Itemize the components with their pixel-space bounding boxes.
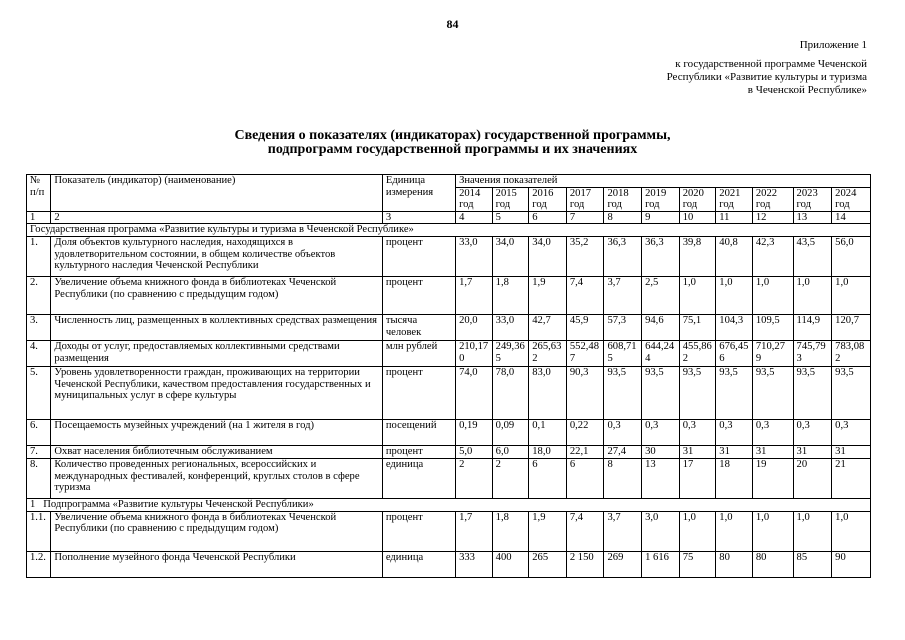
column-number: 1 [27, 211, 51, 224]
header-year: 2021 год [716, 187, 753, 211]
header-num: № п/п [27, 175, 51, 212]
value-cell: 0,3 [679, 419, 716, 445]
value-cell: 6 [566, 458, 604, 498]
table-row [27, 366, 871, 419]
header-year: 2018 год [604, 187, 642, 211]
value-cell: 94,6 [642, 314, 680, 340]
value-cell: 31 [679, 445, 716, 458]
value-cell: 75 [679, 551, 716, 577]
title-line: подпрограмм государственной программы и их значениях [267, 142, 638, 157]
value-cell: 1 616 [642, 551, 680, 577]
value-cell: 2 [456, 458, 493, 498]
value-cell: 1,0 [679, 276, 716, 314]
column-number: 5 [492, 211, 529, 224]
header-unit: Единица измерения [382, 175, 455, 212]
value-cell: 80 [752, 551, 793, 577]
value-cell: 93,5 [832, 366, 871, 419]
value-cell: 40,8 [716, 236, 753, 276]
header-indicator: Показатель (индикатор) (наименование) [51, 175, 382, 212]
value-cell: 85 [793, 551, 832, 577]
row-number: 1.2. [27, 551, 51, 577]
table-row [27, 445, 871, 458]
header-year: 2014 год [456, 187, 493, 211]
value-cell: 42,7 [529, 314, 567, 340]
indicator-name: Доходы от услуг, предоставляемых коллективными средствами размещения [51, 340, 382, 366]
table-row [27, 340, 871, 366]
value-cell: 1,0 [832, 511, 871, 551]
value-cell: 1,0 [832, 276, 871, 314]
indicator-name: Доля объектов культурного наследия, находящихся в удовлетворительном состоянии, в общем количестве объектов культурного наследия Чеченской Республики [51, 236, 382, 276]
page-number: 84 [446, 17, 459, 31]
value-cell: 2 150 [566, 551, 604, 577]
table-row [27, 419, 871, 445]
column-number: 8 [604, 211, 642, 224]
indicator-name: Численность лиц, размещенных в коллективных средствах размещения [51, 314, 382, 340]
value-cell: 78,0 [492, 366, 529, 419]
value-cell: 83,0 [529, 366, 567, 419]
value-cell: 1,0 [752, 276, 793, 314]
value-cell: 1,7 [456, 276, 493, 314]
value-cell: 1,8 [492, 276, 529, 314]
row-number: 1. [27, 236, 51, 276]
value-cell: 33,0 [456, 236, 493, 276]
value-cell: 13 [642, 458, 680, 498]
value-cell: 455,862 [679, 340, 716, 366]
value-cell: 3,0 [642, 511, 680, 551]
value-cell: 18 [716, 458, 753, 498]
table-row [27, 458, 871, 498]
header-values: Значения показателей [456, 175, 871, 188]
value-cell: 75,1 [679, 314, 716, 340]
row-number: 1.1. [27, 511, 51, 551]
value-cell: 22,1 [566, 445, 604, 458]
value-cell: 74,0 [456, 366, 493, 419]
value-cell: 90 [832, 551, 871, 577]
column-number: 4 [456, 211, 493, 224]
column-number: 7 [566, 211, 604, 224]
value-cell: 93,5 [716, 366, 753, 419]
value-cell: 552,487 [566, 340, 604, 366]
value-cell: 45,9 [566, 314, 604, 340]
value-cell: 5,0 [456, 445, 493, 458]
header-year: 2016 год [529, 187, 567, 211]
value-cell: 120,7 [832, 314, 871, 340]
value-cell: 1,0 [793, 511, 832, 551]
unit-cell: процент [382, 276, 455, 314]
column-number: 2 [51, 211, 382, 224]
value-cell: 400 [492, 551, 529, 577]
section-row-subprogram [27, 498, 871, 511]
column-number: 12 [752, 211, 793, 224]
unit-cell: тысяча человек [382, 314, 455, 340]
value-cell: 608,715 [604, 340, 642, 366]
column-number: 9 [642, 211, 680, 224]
value-cell: 0,3 [642, 419, 680, 445]
value-cell: 265,632 [529, 340, 567, 366]
value-cell: 93,5 [793, 366, 832, 419]
header-year: 2019 год [642, 187, 680, 211]
indicators-table [26, 174, 871, 578]
value-cell: 644,244 [642, 340, 680, 366]
appendix-line: в Чеченской Республике» [747, 84, 867, 96]
value-cell: 39,8 [679, 236, 716, 276]
value-cell: 265 [529, 551, 567, 577]
appendix-title: Приложение 1 [799, 39, 867, 51]
table-row [27, 276, 871, 314]
value-cell: 93,5 [642, 366, 680, 419]
value-cell: 1,8 [492, 511, 529, 551]
value-cell: 0,22 [566, 419, 604, 445]
value-cell: 2,5 [642, 276, 680, 314]
document-title [0, 129, 905, 157]
unit-cell: процент [382, 366, 455, 419]
value-cell: 7,4 [566, 511, 604, 551]
row-number: 2. [27, 276, 51, 314]
value-cell: 1,0 [793, 276, 832, 314]
value-cell: 0,1 [529, 419, 567, 445]
value-cell: 31 [832, 445, 871, 458]
table-row [27, 314, 871, 340]
value-cell: 783,082 [832, 340, 871, 366]
section-row-program [27, 224, 871, 237]
indicator-name: Увеличение объема книжного фонда в библиотеках Чеченской Республики (по сравнению с предыдущим годом) [51, 511, 382, 551]
value-cell: 34,0 [529, 236, 567, 276]
appendix-caption [667, 39, 867, 97]
value-cell: 1,0 [716, 511, 753, 551]
value-cell: 20,0 [456, 314, 493, 340]
appendix-line: к государственной программе Чеченской [675, 58, 867, 70]
header-year: 2024 год [832, 187, 871, 211]
row-number: 8. [27, 458, 51, 498]
value-cell: 35,2 [566, 236, 604, 276]
value-cell: 90,3 [566, 366, 604, 419]
indicator-name: Посещаемость музейных учреждений (на 1 жителя в год) [51, 419, 382, 445]
column-number: 14 [832, 211, 871, 224]
value-cell: 34,0 [492, 236, 529, 276]
row-number: 4. [27, 340, 51, 366]
value-cell: 31 [716, 445, 753, 458]
value-cell: 0,3 [832, 419, 871, 445]
value-cell: 0,09 [492, 419, 529, 445]
table-row [27, 236, 871, 276]
header-year: 2022 год [752, 187, 793, 211]
column-number: 10 [679, 211, 716, 224]
value-cell: 676,456 [716, 340, 753, 366]
value-cell: 93,5 [679, 366, 716, 419]
unit-cell: млн рублей [382, 340, 455, 366]
header-year: 2017 год [566, 187, 604, 211]
indicator-name: Охват населения библиотечным обслуживанием [51, 445, 382, 458]
indicator-name: Увеличение объема книжного фонда в библиотеках Чеченской Республики (по сравнению с предыдущим годом) [51, 276, 382, 314]
value-cell: 93,5 [752, 366, 793, 419]
value-cell: 36,3 [642, 236, 680, 276]
value-cell: 249,365 [492, 340, 529, 366]
value-cell: 17 [679, 458, 716, 498]
value-cell: 1,7 [456, 511, 493, 551]
column-number: 6 [529, 211, 567, 224]
value-cell: 0,3 [716, 419, 753, 445]
row-number: 3. [27, 314, 51, 340]
value-cell: 0,3 [793, 419, 832, 445]
value-cell: 2 [492, 458, 529, 498]
value-cell: 0,19 [456, 419, 493, 445]
value-cell: 6,0 [492, 445, 529, 458]
value-cell: 30 [642, 445, 680, 458]
value-cell: 19 [752, 458, 793, 498]
unit-cell: единица [382, 551, 455, 577]
value-cell: 6 [529, 458, 567, 498]
value-cell: 3,7 [604, 276, 642, 314]
value-cell: 3,7 [604, 511, 642, 551]
value-cell: 43,5 [793, 236, 832, 276]
column-number: 11 [716, 211, 753, 224]
section-title: 1 Подпрограмма «Развитие культуры Чеченской Республики» [27, 498, 871, 511]
value-cell: 1,0 [752, 511, 793, 551]
value-cell: 31 [793, 445, 832, 458]
value-cell: 36,3 [604, 236, 642, 276]
value-cell: 710,279 [752, 340, 793, 366]
value-cell: 1,9 [529, 511, 567, 551]
section-title: Государственная программа «Развитие культуры и туризма в Чеченской Республике» [27, 224, 871, 237]
value-cell: 1,0 [679, 511, 716, 551]
unit-cell: процент [382, 511, 455, 551]
indicator-name: Количество проведенных региональных, всероссийских и международных фестивалей, конференций, круглых столов в сфере туризма [51, 458, 382, 498]
value-cell: 33,0 [492, 314, 529, 340]
row-number: 6. [27, 419, 51, 445]
unit-cell: посещений [382, 419, 455, 445]
value-cell: 745,793 [793, 340, 832, 366]
value-cell: 20 [793, 458, 832, 498]
value-cell: 210,170 [456, 340, 493, 366]
value-cell: 27,4 [604, 445, 642, 458]
header-year: 2015 год [492, 187, 529, 211]
row-number: 5. [27, 366, 51, 419]
value-cell: 80 [716, 551, 753, 577]
indicator-name: Уровень удовлетворенности граждан, проживающих на территории Чеченской Республики, качеством предоставления государственных и муниципальных услуг в сфере культуры [51, 366, 382, 419]
value-cell: 42,3 [752, 236, 793, 276]
header-year: 2023 год [793, 187, 832, 211]
unit-cell: единица [382, 458, 455, 498]
value-cell: 7,4 [566, 276, 604, 314]
column-number: 3 [382, 211, 455, 224]
table-header-row [27, 175, 871, 188]
value-cell: 31 [752, 445, 793, 458]
table-column-numbers-row [27, 211, 871, 224]
value-cell: 109,5 [752, 314, 793, 340]
appendix-line: Республики «Развитие культуры и туризма [666, 71, 867, 83]
value-cell: 104,3 [716, 314, 753, 340]
unit-cell: процент [382, 236, 455, 276]
value-cell: 1,0 [716, 276, 753, 314]
title-line: Сведения о показателях (индикаторах) государственной программы, [234, 128, 671, 143]
value-cell: 21 [832, 458, 871, 498]
value-cell: 57,3 [604, 314, 642, 340]
value-cell: 56,0 [832, 236, 871, 276]
value-cell: 333 [456, 551, 493, 577]
value-cell: 0,3 [604, 419, 642, 445]
value-cell: 1,9 [529, 276, 567, 314]
row-number: 7. [27, 445, 51, 458]
table-row [27, 511, 871, 551]
value-cell: 269 [604, 551, 642, 577]
table-row [27, 551, 871, 577]
value-cell: 114,9 [793, 314, 832, 340]
value-cell: 18,0 [529, 445, 567, 458]
column-number: 13 [793, 211, 832, 224]
header-year: 2020 год [679, 187, 716, 211]
value-cell: 93,5 [604, 366, 642, 419]
value-cell: 8 [604, 458, 642, 498]
value-cell: 0,3 [752, 419, 793, 445]
unit-cell: процент [382, 445, 455, 458]
indicator-name: Пополнение музейного фонда Чеченской Республики [51, 551, 382, 577]
